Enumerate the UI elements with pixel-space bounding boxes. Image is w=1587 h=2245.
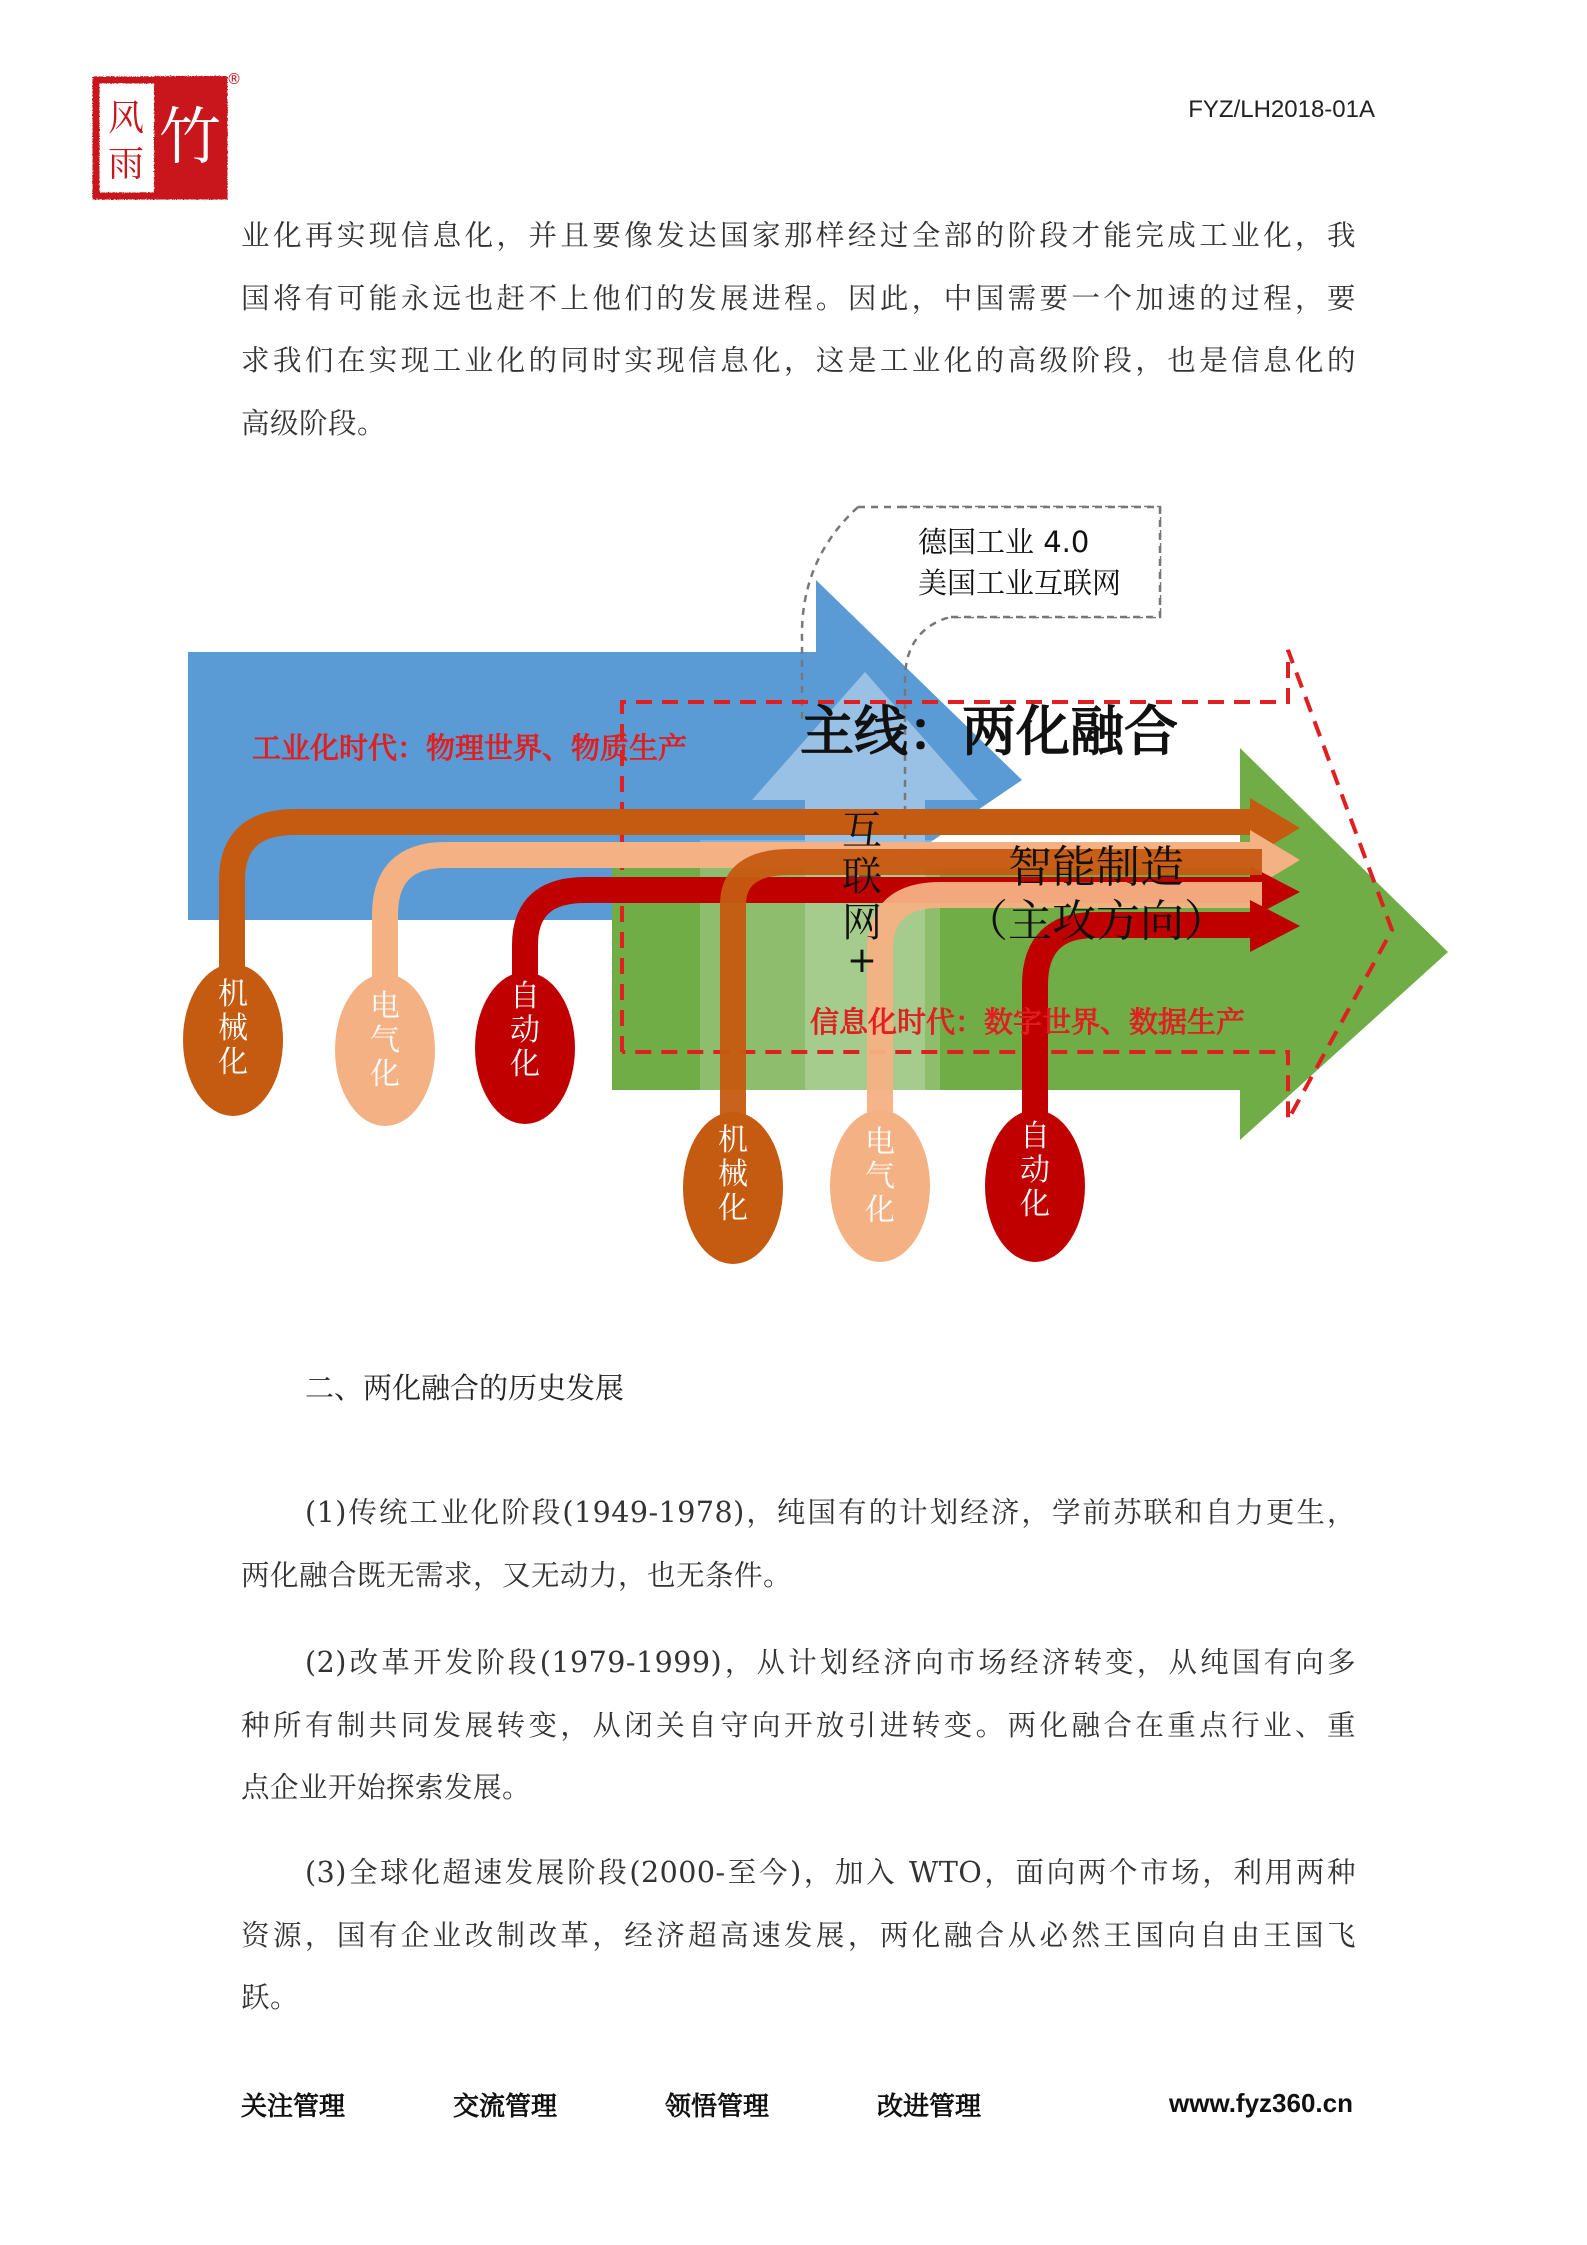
svg-text:电: 电 bbox=[865, 1125, 895, 1160]
svg-text:化: 化 bbox=[510, 1047, 540, 1082]
svg-text:化: 化 bbox=[1020, 1187, 1050, 1222]
stage-oval-mechanization-top bbox=[183, 964, 283, 1116]
main-line-title: 主线：两化融合 bbox=[800, 700, 1178, 763]
svg-text:电: 电 bbox=[370, 989, 400, 1024]
internet-plus-char: 网 bbox=[842, 900, 882, 946]
smart-manufacturing-label: 智能制造 bbox=[1008, 842, 1184, 893]
svg-text:化: 化 bbox=[865, 1193, 895, 1228]
svg-text:机: 机 bbox=[218, 977, 248, 1012]
main-direction-label: （主攻方向） bbox=[964, 896, 1228, 947]
stage-oval-electrification-bottom bbox=[830, 1110, 930, 1262]
footer-link-focus[interactable]: 关注管理 bbox=[241, 2092, 346, 2122]
svg-text:化: 化 bbox=[370, 1057, 400, 1092]
text-line: 点企业开始探索发展。 bbox=[241, 1771, 532, 1804]
text-line: 国将有可能永远也赶不上他们的发展进程。因此，中国需要一个加速的过程，要 bbox=[241, 281, 1356, 315]
logo-char-zhu: 竹 bbox=[158, 100, 222, 173]
callout-line-usa: 美国工业互联网 bbox=[918, 566, 1122, 600]
stage-oval-electrification-top bbox=[335, 974, 435, 1126]
internet-plus-char: + bbox=[846, 940, 878, 981]
svg-text:动: 动 bbox=[510, 1013, 540, 1048]
footer-link-improve[interactable]: 改进管理 bbox=[877, 2092, 982, 2122]
footer-website-link[interactable]: www.fyz360.cn bbox=[1169, 2088, 1353, 2118]
history-paragraph-2 bbox=[241, 1632, 1356, 1820]
logo-char-yu: 雨 bbox=[107, 144, 145, 185]
industrial-era-label: 工业化时代：物理世界、物质生产 bbox=[252, 731, 688, 765]
two-integration-diagram bbox=[0, 470, 1587, 1290]
svg-text:化: 化 bbox=[218, 1045, 248, 1080]
svg-text:械: 械 bbox=[218, 1011, 248, 1046]
history-paragraph-3 bbox=[241, 1842, 1356, 2030]
text-line: 两化融合既无需求，又无动力，也无条件。 bbox=[241, 1558, 793, 1592]
section-heading: 二、两化融合的历史发展 bbox=[305, 1371, 625, 1405]
callout-box bbox=[900, 507, 1160, 617]
information-era-label: 信息化时代：数字世界、数据生产 bbox=[810, 1005, 1246, 1039]
svg-text:械: 械 bbox=[718, 1157, 748, 1192]
text-line: (3)全球化超速发展阶段(2000-至今)，加入 WTO，面向两个市场，利用两种 bbox=[305, 1856, 1356, 1889]
text-line: 跃。 bbox=[241, 1981, 300, 2014]
fyz-logo-seal bbox=[92, 72, 242, 204]
logo-char-feng: 风 bbox=[107, 98, 145, 139]
svg-text:自: 自 bbox=[510, 979, 540, 1014]
svg-text:自: 自 bbox=[1020, 1119, 1050, 1154]
svg-text:气: 气 bbox=[865, 1159, 895, 1194]
internet-plus-char: 联 bbox=[842, 854, 882, 900]
text-line: 资源，国有企业改制改革，经济超高速发展，两化融合从必然王国向自由王国飞 bbox=[241, 1918, 1356, 1952]
history-paragraph-1 bbox=[241, 1482, 1356, 1607]
page-footer bbox=[0, 2086, 1587, 2136]
text-line: (2)改革开发阶段(1979-1999)，从计划经济向市场经济转变，从纯国有向多 bbox=[305, 1646, 1356, 1679]
svg-text:化: 化 bbox=[718, 1191, 748, 1226]
logo-registered-mark: ® bbox=[226, 72, 242, 88]
stage-oval-automation-top bbox=[475, 972, 575, 1124]
stage-oval-automation-bottom bbox=[985, 1110, 1085, 1262]
text-line: 求我们在实现工业化的同时实现信息化，这是工业化的高级阶段，也是信息化的 bbox=[241, 344, 1356, 377]
intro-paragraph bbox=[241, 205, 1356, 455]
svg-text:气: 气 bbox=[370, 1023, 400, 1058]
text-line: 高级阶段。 bbox=[241, 406, 387, 440]
svg-text:机: 机 bbox=[718, 1123, 748, 1158]
text-line: 种所有制共同发展转变，从闭关自守向开放引进转变。两化融合在重点行业、重 bbox=[241, 1708, 1356, 1742]
internet-plus-char: 互 bbox=[842, 808, 882, 854]
text-line: (1)传统工业化阶段(1949-1978)，纯国有的计划经济，学前苏联和自力更生， bbox=[305, 1496, 1356, 1529]
document-code: FYZ/LH2018-01A bbox=[1188, 96, 1375, 123]
footer-link-comprehend[interactable]: 领悟管理 bbox=[665, 2092, 770, 2122]
svg-text:动: 动 bbox=[1020, 1153, 1050, 1188]
stage-oval-mechanization-bottom bbox=[683, 1112, 783, 1264]
footer-link-exchange[interactable]: 交流管理 bbox=[453, 2092, 558, 2122]
callout-line-germany: 德国工业 4.0 bbox=[918, 525, 1090, 559]
text-line: 业化再实现信息化，并且要像发达国家那样经过全部的阶段才能完成工业化，我 bbox=[241, 219, 1356, 252]
